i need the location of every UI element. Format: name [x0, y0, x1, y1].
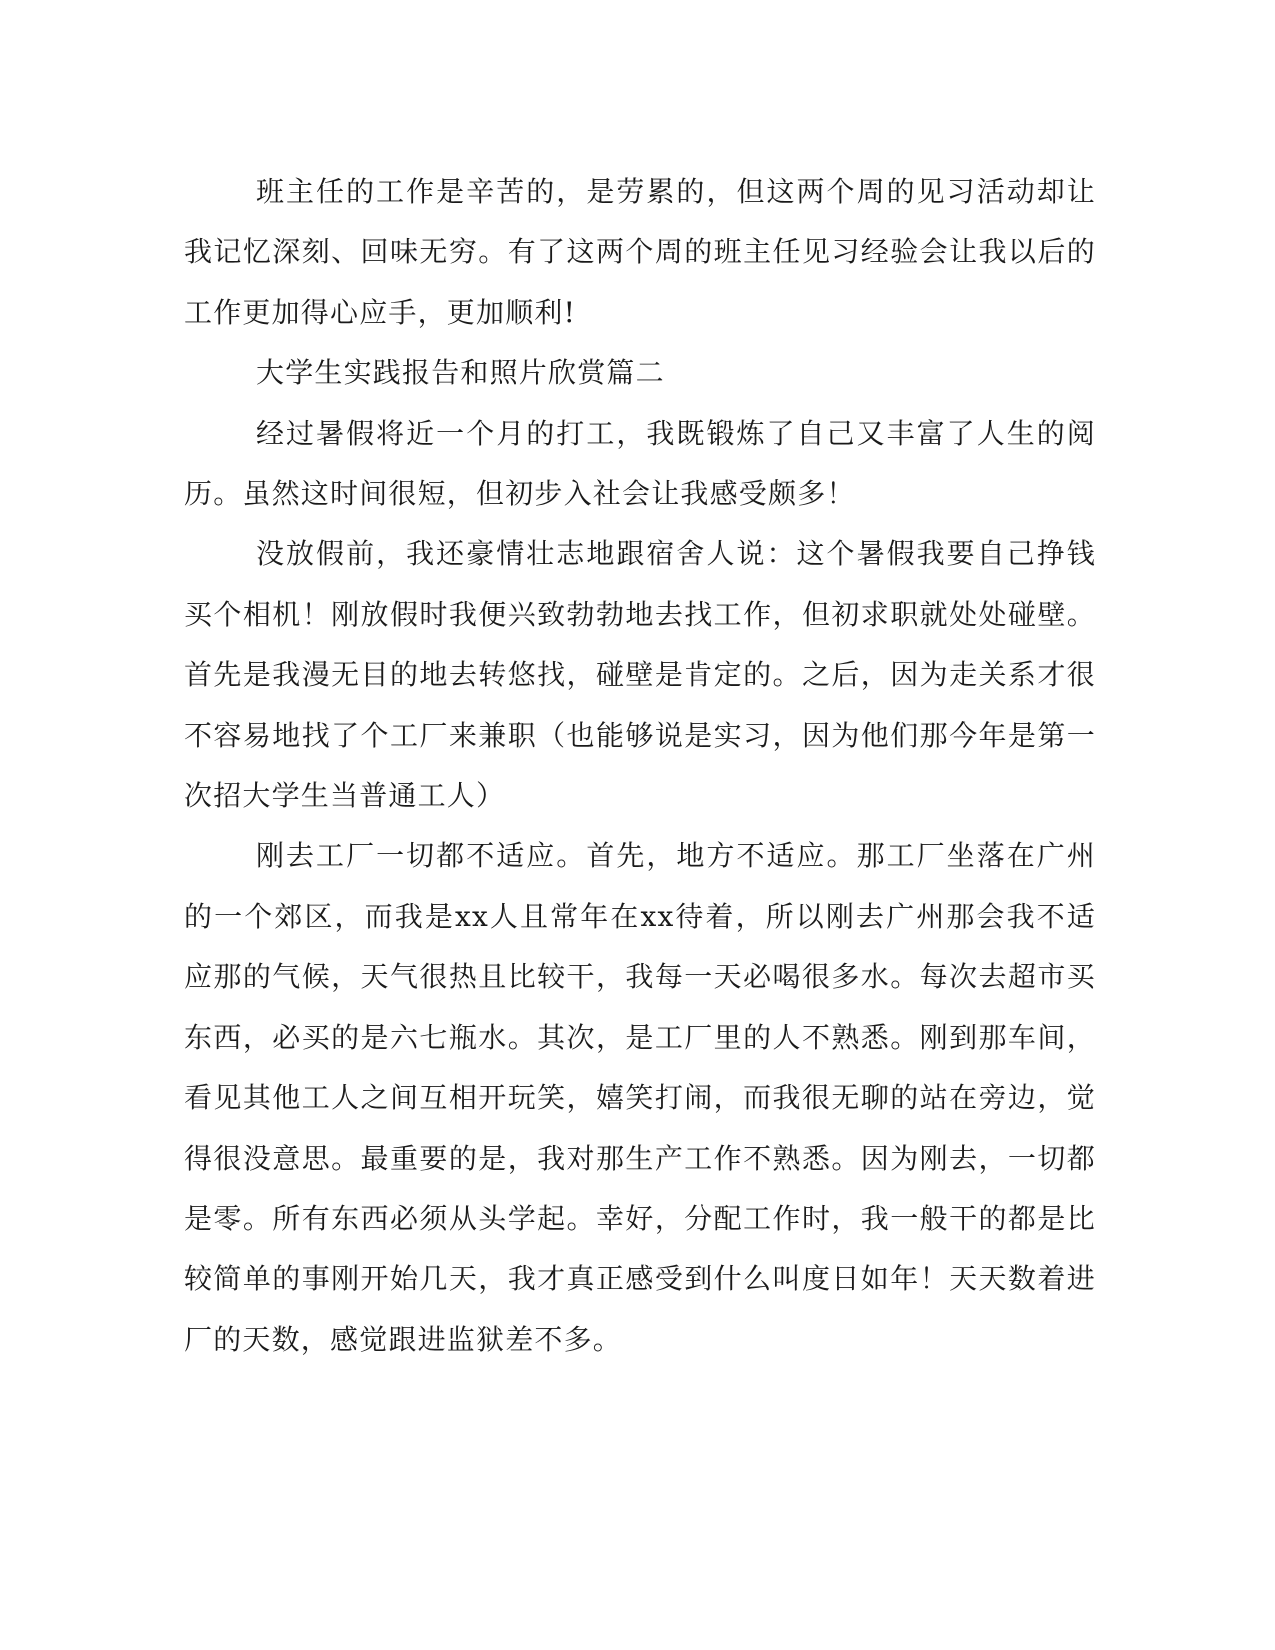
- paragraph-job-search: 没放假前，我还豪情壮志地跟宿舍人说：这个暑假我要自己挣钱买个相机！刚放假时我便兴致勃勃地去找工作，但初求职就处处碰壁。首先是我漫无目的地去转悠找，碰壁是肯定的。之后，因为走关系才很不容易地找了个工厂来兼职（也能够说是实习，因为他们那今年是第一次招大学生当普通工人）: [184, 537, 1096, 813]
- section-heading: 大学生实践报告和照片欣赏篇二: [256, 356, 665, 390]
- paragraph-class-teacher-reflection: 班主任的工作是辛苦的，是劳累的，但这两个周的见习活动却让我记忆深刻、回味无穷。有了这两个周的班主任见习经验会让我以后的工作更加得心应手，更加顺利!: [184, 175, 1096, 329]
- paragraph-factory-adjustment: 刚去工厂一切都不适应。首先，地方不适应。那工厂坐落在广州的一个郊区，而我是xx人且常年在xx待着，所以刚去广州那会我不适应那的气候，天气很热且比较干，我每一天必喝很多水。每次去超市买东西，必买的是六七瓶水。其次，是工厂里的人不熟悉。刚到那车间，看见其他工人之间互相开玩笑，嬉笑打闹，而我很无聊的站在旁边，觉得很没意思。最重要的是，我对那生产工作不熟悉。因为刚去，一切都是零。所有东西必须从头学起。幸好，分配工作时，我一般干的都是比较简单的事刚开始几天，我才真正感受到什么叫度日如年！天天数着进厂的天数，感觉跟进监狱差不多。: [184, 839, 1096, 1356]
- paragraph-summer-work-intro: 经过暑假将近一个月的打工，我既锻炼了自己又丰富了人生的阅历。虽然这时间很短，但初步入社会让我感受颇多！: [184, 416, 1096, 511]
- document-body: [184, 162, 1096, 1370]
